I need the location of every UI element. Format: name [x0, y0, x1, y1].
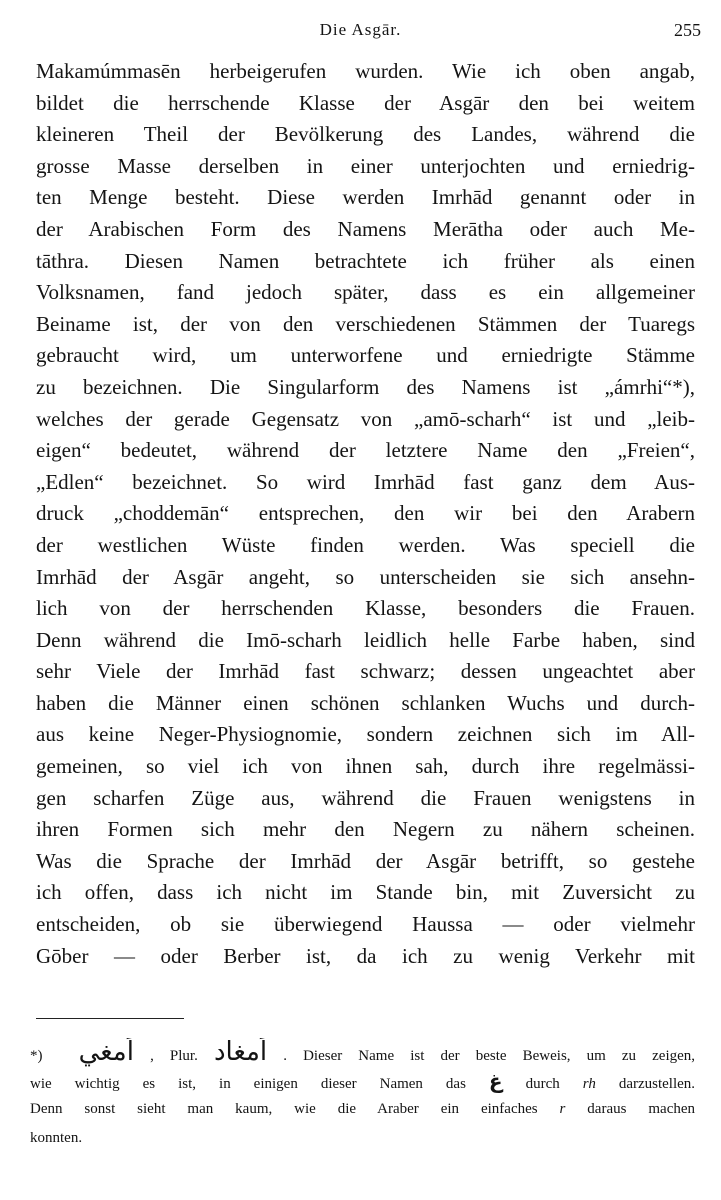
transliteration: r — [559, 1101, 566, 1118]
footnote-line — [30, 1067, 695, 1096]
page-header — [0, 20, 721, 50]
text-line: lich von der herrschenden Klasse, besonders die Frauen. — [36, 596, 695, 621]
running-title: Die Asgār. — [319, 20, 402, 39]
text-line: aus keine Neger-Physiognomie, sondern zeichnen sich im All- — [36, 722, 695, 747]
text-line: gemeinen, so viel ich von ihnen sah, durch ihre regelmässi- — [36, 754, 695, 779]
text-line: eigen“ bedeutet, während der letztere Name den „Freien“, — [36, 438, 695, 463]
text-line: Volksnamen, fand jedoch später, dass es ein allgemeiner — [36, 280, 695, 305]
footnote-text: Denn sonst sieht man kaum, wie die Araber ein einfaches — [30, 1101, 538, 1118]
text-line: gebraucht wird, um unterworfene und erniedrigte Stämme — [36, 343, 695, 368]
arabic-plural: اَمغاد — [213, 1038, 268, 1067]
footnote-text: . Dieser Name ist der beste Beweis, um zu zeigen, — [283, 1048, 695, 1064]
arabic-singular: اَمغي — [78, 1038, 134, 1067]
text-line: gen scharfen Züge aus, während die Frauen wenigstens in — [36, 785, 695, 810]
footnote-line — [30, 1038, 695, 1067]
text-line: Denn während die Imō-scharh leidlich helle Farbe haben, sind — [36, 627, 695, 652]
text-line: Gōber — oder Berber ist, da ich zu wenig Verkehr mit — [36, 943, 695, 968]
text-line: welches der gerade Gegensatz von „amō-scharh“ ist und „leib- — [36, 406, 695, 431]
text-line: „Edlen“ bezeichnet. So wird Imrhād fast ganz dem Aus- — [36, 469, 695, 494]
text-line: zu bezeichnen. Die Singularform des Namens ist „ámrhi“*), — [36, 374, 695, 399]
text-line: kleineren Theil der Bevölkerung des Landes, während die — [36, 122, 695, 147]
plural-label: , Plur. — [150, 1048, 198, 1064]
text-line: grosse Masse derselben in einer unterjochten und erniedrig- — [36, 153, 695, 178]
footnote-line — [30, 1124, 695, 1153]
text-line: Imrhād der Asgār angeht, so unterscheiden sie sich ansehn- — [36, 564, 695, 589]
footnote-rule — [36, 1018, 184, 1019]
footnote-marker: *) — [30, 1048, 43, 1064]
text-line: ich offen, dass ich nicht im Stande bin, mit Zuversicht zu — [36, 880, 695, 905]
footnote-text: durch — [525, 1075, 560, 1092]
footnote-text: konnten. — [30, 1129, 83, 1146]
text-line: Was die Sprache der Imrhād der Asgār betrifft, so gestehe — [36, 848, 695, 873]
footnote-line — [30, 1095, 695, 1124]
body-text — [36, 56, 695, 972]
page-number: 255 — [674, 20, 701, 40]
text-line: Beiname ist, der von den verschiedenen Stämmen der Tuaregs — [36, 311, 695, 336]
text-line: ten Menge besteht. Diese werden Imrhād genannt oder in — [36, 185, 695, 210]
footnote-text: darzustellen. — [618, 1075, 695, 1092]
text-line: haben die Männer einen schönen schlanken Wuchs und durch- — [36, 690, 695, 715]
text-line: Makamúmmasēn herbeigerufen wurden. Wie ich oben angab, — [36, 59, 695, 83]
transliteration: rh — [582, 1075, 596, 1092]
footnote-text: daraus machen — [587, 1101, 695, 1118]
text-line: ihren Formen sich mehr den Negern zu nähern scheinen. — [36, 817, 695, 842]
text-line: tāthra. Diesen Namen betrachtete ich früher als einen — [36, 248, 695, 273]
text-line: der Arabischen Form des Namens Merātha oder auch Me- — [36, 216, 695, 241]
text-line: druck „choddemān“ entsprechen, den wir bei den Arabern — [36, 501, 695, 526]
footnote-text: wie wichtig es ist, in einigen dieser Namen das — [30, 1075, 466, 1092]
text-line: sehr Viele der Imrhād fast schwarz; dessen ungeachtet aber — [36, 659, 695, 684]
arabic-letter: غ — [488, 1068, 503, 1093]
text-line: der westlichen Wüste finden werden. Was speciell die — [36, 532, 695, 557]
footnote — [30, 1038, 695, 1152]
text-line: bildet die herrschende Klasse der Asgār den bei weitem — [36, 90, 695, 115]
text-line: entscheiden, ob sie überwiegend Haussa — oder vielmehr — [36, 912, 695, 937]
